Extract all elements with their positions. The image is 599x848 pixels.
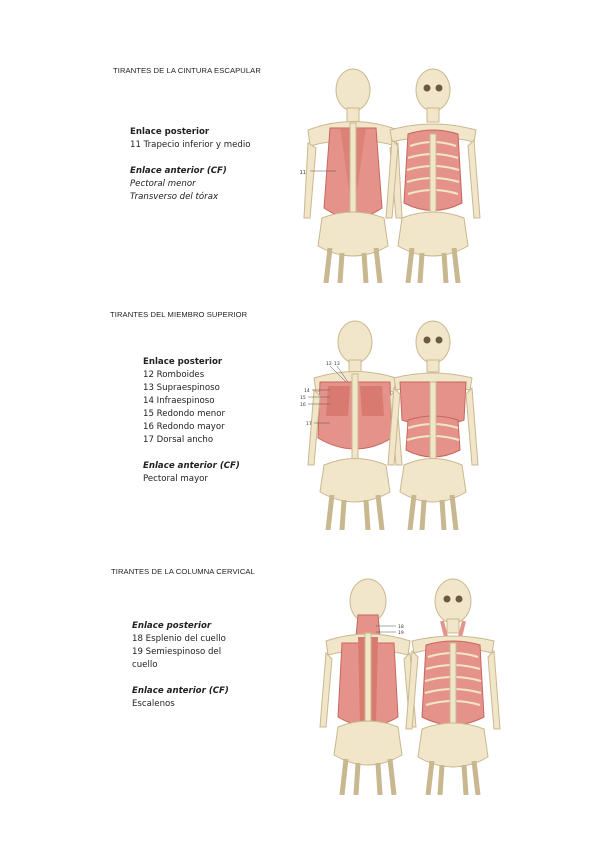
anterior-skeleton xyxy=(388,321,478,530)
posterior-skeleton xyxy=(300,321,402,530)
figure-label: 11 xyxy=(300,170,306,176)
anterior-item: Pectoral mayor xyxy=(143,474,208,484)
posterior-item: 13 Supraespinoso xyxy=(143,383,220,393)
figure-label: 16 xyxy=(300,403,306,408)
posterior-title: Enlace posterior xyxy=(143,357,223,367)
figure-label: 13 xyxy=(334,362,340,367)
anterior-item: Pectoral menor xyxy=(130,179,196,189)
figure-label: 17 xyxy=(306,422,312,427)
posterior-skeleton xyxy=(320,579,416,795)
posterior-item: 18 Esplenio del cuello xyxy=(132,634,226,644)
anatomy-figure-3 xyxy=(318,577,503,795)
muscle-list-3 xyxy=(132,620,242,711)
figure-label: 19 xyxy=(398,631,404,636)
figure-label: 15 xyxy=(300,396,306,401)
section-heading-2: TIRANTES DEL MIEMBRO SUPERIOR xyxy=(110,310,248,319)
section-heading-1: TIRANTES DE LA CINTURA ESCAPULAR xyxy=(113,66,261,75)
section-heading-3: TIRANTES DE LA COLUMNA CERVICAL xyxy=(111,567,255,576)
anterior-skeleton xyxy=(406,579,500,795)
figure-label: 14 xyxy=(304,389,310,394)
figure-label: 12 xyxy=(326,362,332,367)
anterior-title: Enlace anterior (CF) xyxy=(130,166,227,176)
posterior-item: 11 Trapecio inferior y medio xyxy=(130,140,251,150)
posterior-title: Enlace posterior xyxy=(130,127,210,137)
anterior-item: Transverso del tórax xyxy=(130,192,219,202)
posterior-item: 16 Redondo mayor xyxy=(143,422,225,432)
anterior-title: Enlace anterior (CF) xyxy=(143,461,240,471)
posterior-item: 12 Romboides xyxy=(143,370,205,380)
figure-label: 18 xyxy=(398,625,404,630)
posterior-item: 15 Redondo menor xyxy=(143,409,226,419)
posterior-title: Enlace posterior xyxy=(132,621,212,631)
anterior-title: Enlace anterior (CF) xyxy=(132,686,229,696)
posterior-skeleton xyxy=(300,69,402,283)
posterior-item: 17 Dorsal ancho xyxy=(143,435,214,445)
muscle-list-1 xyxy=(130,126,250,204)
posterior-item: 14 Infraespinoso xyxy=(143,396,215,406)
anatomy-figure-1 xyxy=(300,68,490,283)
muscle-list-2 xyxy=(143,356,240,486)
anatomy-figure-2 xyxy=(300,320,490,530)
posterior-item: 19 Semiespinoso del cuello xyxy=(132,647,222,670)
anterior-item: Escalenos xyxy=(132,699,175,709)
